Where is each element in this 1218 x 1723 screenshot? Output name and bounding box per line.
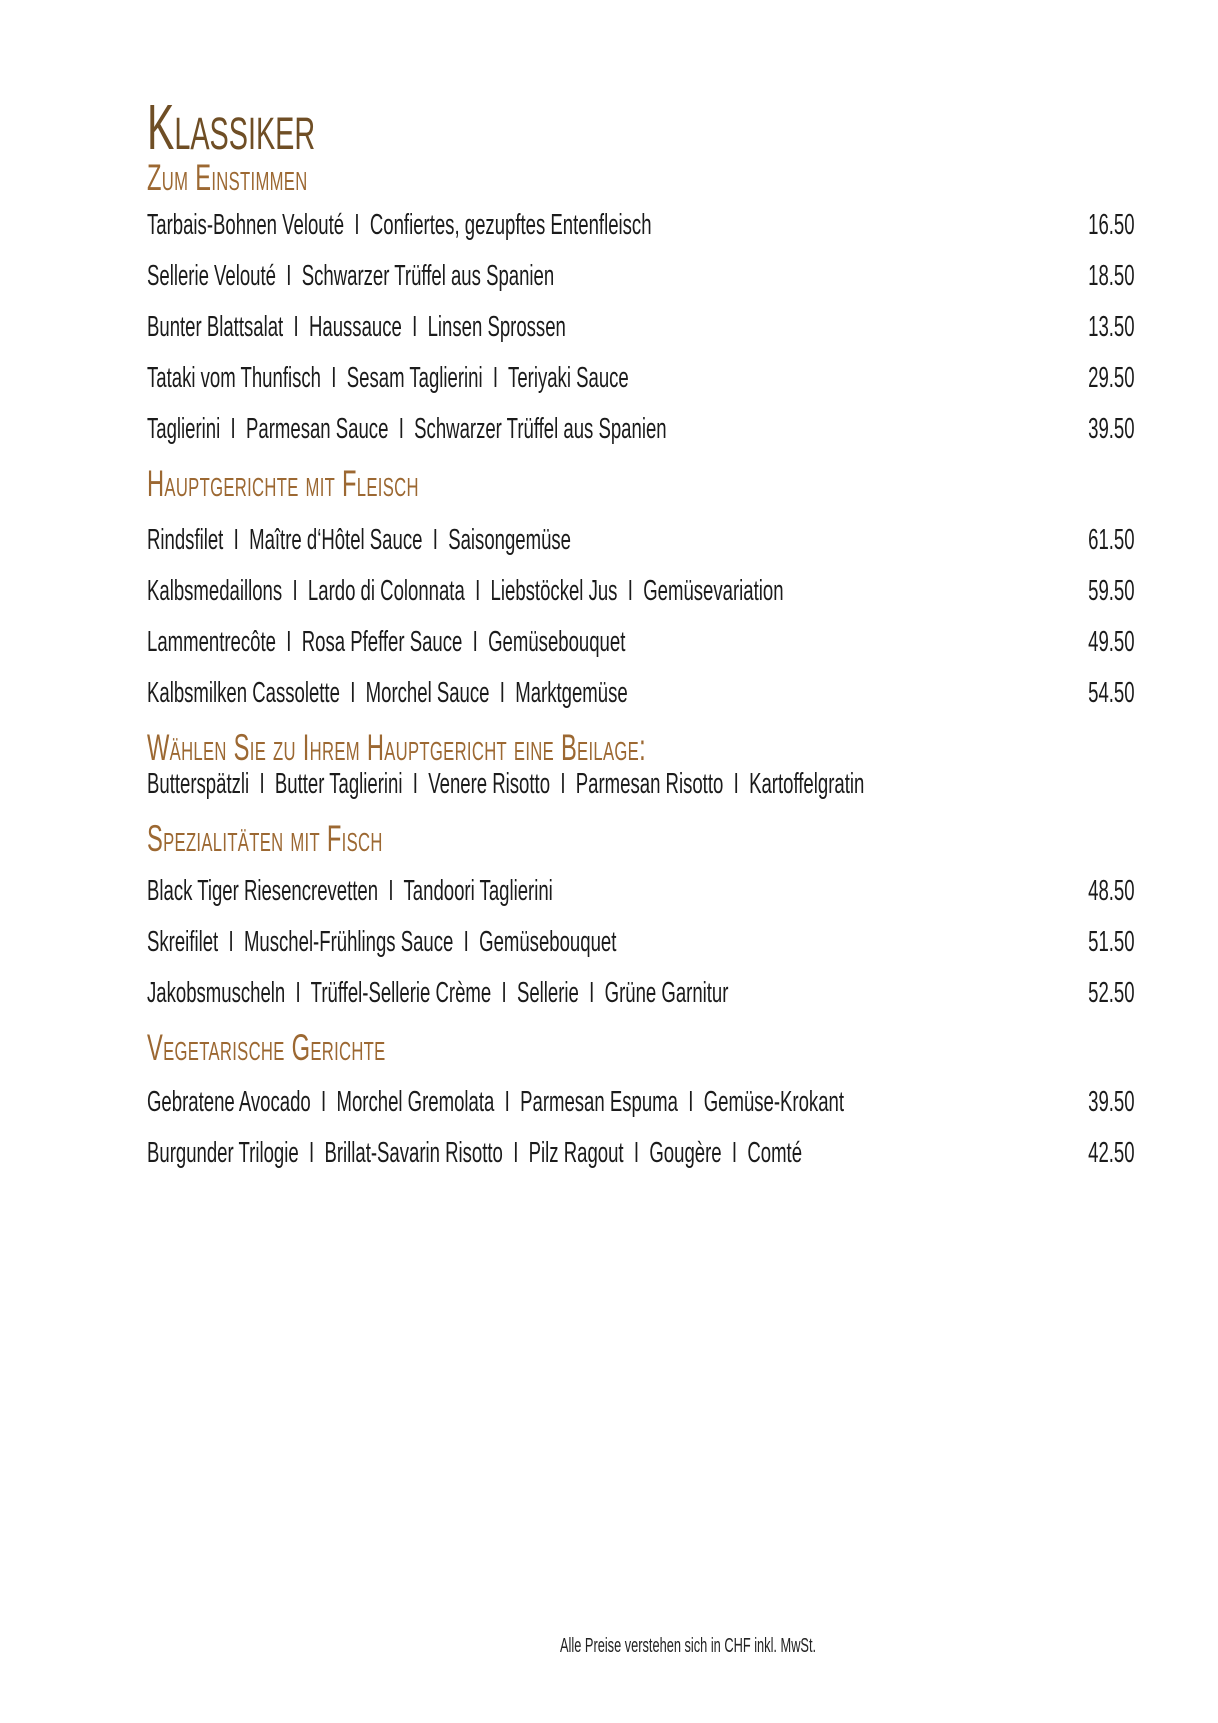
menu-item-row: [147, 363, 1135, 414]
menu-item-price: [1062, 627, 1135, 659]
footer-note-text: Alle Preise verstehen sich in CHF inkl. MwSt.: [560, 1635, 817, 1657]
menu-item-row: [147, 978, 1135, 1029]
section-heading-starters: [147, 159, 1135, 196]
menu-item-price: [1062, 576, 1135, 608]
menu-item-row: [147, 576, 1135, 627]
menu-item-text: Skreifilet I Muschel-Frühlings Sauce I Gemüsebouquet: [147, 926, 617, 958]
footer-note: [560, 1634, 960, 1658]
page-title-text: Klassiker: [147, 91, 316, 163]
section-heading-text: Spezialitäten mit Fisch: [147, 818, 383, 859]
section-side-dishes: [147, 729, 1135, 820]
price-value: 18.50: [1088, 260, 1135, 292]
price-value: 49.50: [1088, 626, 1135, 658]
menu-item-text: Kalbsmedaillons I Lardo di Colonnata I Liebstöckel Jus I Gemüsevariation: [147, 575, 784, 607]
price-value: 39.50: [1088, 413, 1135, 445]
menu-item-price: [1062, 210, 1135, 242]
price-value: 61.50: [1088, 524, 1135, 556]
section-heading-meat-mains: [147, 465, 1135, 502]
price-value: 16.50: [1088, 209, 1135, 241]
section-starters: [147, 159, 1135, 465]
price-value: 42.50: [1088, 1137, 1135, 1169]
price-value: 39.50: [1088, 1086, 1135, 1118]
menu-item-text: Rindsfilet I Maître d‘Hôtel Sauce I Saisongemüse: [147, 524, 571, 556]
menu-item-text: Butterspätzli I Butter Taglierini I Venere Risotto I Parmesan Risotto I Kartoffelgratin: [147, 768, 865, 800]
menu-item-price: [1062, 414, 1135, 446]
section-heading-fish: [147, 820, 1135, 857]
menu-item-text: Kalbsmilken Cassolette I Morchel Sauce I Marktgemüse: [147, 677, 628, 709]
menu-item-price: [1062, 678, 1135, 710]
price-value: 51.50: [1088, 926, 1135, 958]
menu-item-row: [147, 525, 1135, 576]
section-fish-specialties: [147, 820, 1135, 1029]
menu-item-text: Burgunder Trilogie I Brillat-Savarin Risotto I Pilz Ragout I Gougère I Comté: [147, 1137, 803, 1169]
page-title: [147, 0, 1135, 163]
section-vegetarian: [147, 1029, 1135, 1189]
section-heading-side-dishes: [147, 729, 1135, 766]
menu-item-text: Tataki vom Thunfisch I Sesam Taglierini I Teriyaki Sauce: [147, 362, 629, 394]
section-heading-text: Hauptgerichte mit Fleisch: [147, 463, 419, 504]
price-value: 52.50: [1088, 977, 1135, 1009]
menu-item-row: [147, 261, 1135, 312]
price-value: 54.50: [1088, 677, 1135, 709]
menu-item-row: [147, 627, 1135, 678]
menu-item-row: [147, 927, 1135, 978]
menu-item-row: [147, 312, 1135, 363]
menu-item-row: [147, 769, 1135, 820]
menu-item-price: [1062, 525, 1135, 557]
menu-item-text: Tarbais-Bohnen Velouté I Confiertes, gezupftes Entenfleisch: [147, 209, 652, 241]
menu-item-price: [1062, 876, 1135, 908]
menu-item-row: [147, 876, 1135, 927]
menu-item-row: [147, 678, 1135, 729]
menu-item-row: [147, 210, 1135, 261]
section-heading-text: Zum Einstimmen: [147, 157, 308, 198]
menu-item-price: [1062, 261, 1135, 293]
section-meat-mains: [147, 465, 1135, 729]
menu-item-price: [1062, 978, 1135, 1010]
menu-item-price: [1062, 927, 1135, 959]
menu-item-price: [1062, 1138, 1135, 1170]
price-value: 48.50: [1088, 875, 1135, 907]
menu-item-price: [1062, 363, 1135, 395]
menu-item-price: [1062, 312, 1135, 344]
menu-item-row: [147, 1138, 1135, 1189]
menu-item-text: Sellerie Velouté I Schwarzer Trüffel aus Spanien: [147, 260, 555, 292]
section-heading-vegetarian: [147, 1029, 1135, 1066]
price-value: 29.50: [1088, 362, 1135, 394]
menu-item-text: Jakobsmuscheln I Trüffel-Sellerie Crème I Sellerie I Grüne Garnitur: [147, 977, 729, 1009]
price-value: 13.50: [1088, 311, 1135, 343]
section-heading-text: Vegetarische Gerichte: [147, 1027, 386, 1068]
menu-item-text: Gebratene Avocado I Morchel Gremolata I Parmesan Espuma I Gemüse-Krokant: [147, 1086, 845, 1118]
section-heading-text: Wählen Sie zu Ihrem Hauptgericht eine Beilage:: [147, 727, 646, 768]
price-value: 59.50: [1088, 575, 1135, 607]
menu-item-row: [147, 1087, 1135, 1138]
menu-item-text: Lammentrecôte I Rosa Pfeffer Sauce I Gemüsebouquet: [147, 626, 626, 658]
menu-item-text: Taglierini I Parmesan Sauce I Schwarzer Trüffel aus Spanien: [147, 413, 667, 445]
menu-item-text: Black Tiger Riesencrevetten I Tandoori Taglierini: [147, 875, 553, 907]
menu-item-row: [147, 414, 1135, 465]
menu-item-text: Bunter Blattsalat I Haussauce I Linsen Sprossen: [147, 311, 566, 343]
menu-item-price: [1062, 1087, 1135, 1119]
